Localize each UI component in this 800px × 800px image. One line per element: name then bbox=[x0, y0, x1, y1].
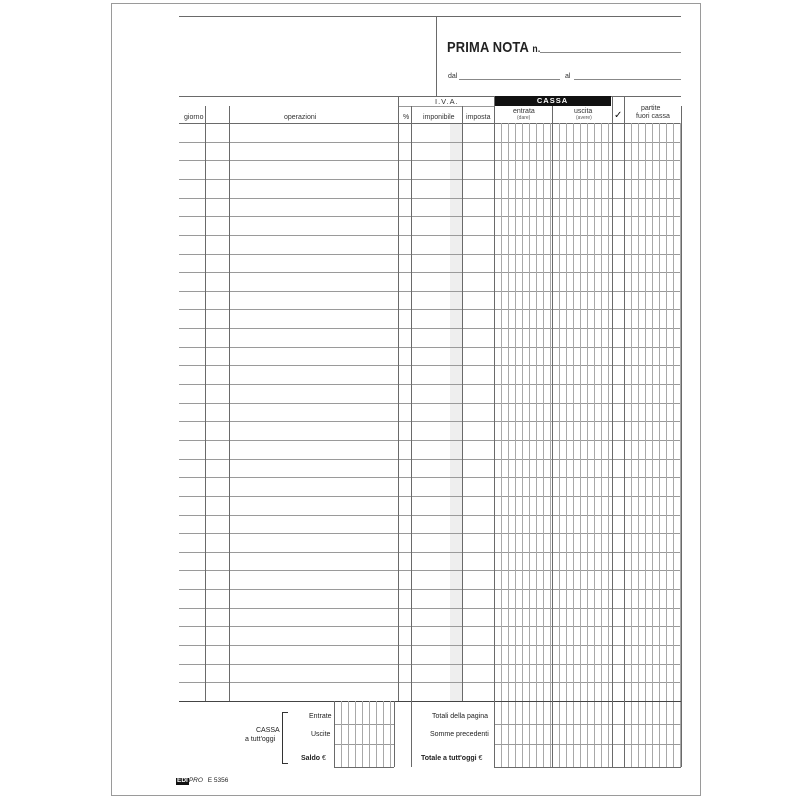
footer-digit-line bbox=[376, 701, 377, 767]
cassa-summary-label: CASSA bbox=[256, 727, 280, 734]
col-operazioni-header: operazioni bbox=[284, 114, 317, 121]
ledger-row-line bbox=[179, 328, 681, 329]
iva-group-rule bbox=[398, 106, 494, 107]
saldo-currency: € bbox=[322, 755, 326, 762]
to-date-field[interactable] bbox=[574, 79, 681, 80]
footer-column-line bbox=[552, 701, 553, 767]
digit-column-line bbox=[673, 123, 674, 767]
footer-digit-line bbox=[383, 701, 384, 767]
digit-column-line bbox=[652, 123, 653, 767]
footer-digit-line bbox=[348, 701, 349, 767]
ledger-row-line bbox=[179, 365, 681, 366]
ledger-column-line bbox=[205, 106, 206, 701]
footer-bottom-rule bbox=[334, 767, 394, 768]
footer-top-rule bbox=[179, 701, 681, 702]
ledger-column-line bbox=[612, 96, 613, 106]
title-text: PRIMA NOTA bbox=[447, 39, 529, 56]
footer-bottom-rule bbox=[494, 767, 681, 768]
ledger-row-line bbox=[179, 682, 681, 683]
totale-oggi-text: Totale a tutt'oggi bbox=[421, 755, 477, 762]
footer-digit-line bbox=[369, 701, 370, 767]
footer-column-line bbox=[612, 701, 613, 767]
brand-mark bbox=[176, 778, 228, 785]
ledger-column-line bbox=[398, 96, 399, 106]
ledger-row-line bbox=[179, 477, 681, 478]
ledger-row-line bbox=[179, 272, 681, 273]
ledger-right-border bbox=[681, 106, 682, 767]
ledger-row-line bbox=[179, 589, 681, 590]
footer-digit-line bbox=[355, 701, 356, 767]
col-uscita-header: uscita bbox=[574, 108, 593, 115]
totale-oggi-label bbox=[421, 755, 482, 762]
cassa-summary-sublabel: a tutt'oggi bbox=[245, 736, 276, 743]
number-field-line[interactable] bbox=[540, 52, 681, 53]
cassa-group-header: CASSA bbox=[494, 96, 611, 106]
ledger-row-line bbox=[179, 533, 681, 534]
ledger-column-line bbox=[494, 96, 495, 106]
digit-column-line bbox=[573, 123, 574, 767]
ledger-column-line bbox=[411, 106, 412, 701]
ledger-row-line bbox=[179, 403, 681, 404]
cassa-brace bbox=[282, 712, 288, 764]
totale-oggi-currency: € bbox=[478, 755, 483, 762]
ledger-row-line bbox=[179, 570, 681, 571]
header-bottom-rule bbox=[179, 123, 681, 124]
footer-digit-line bbox=[390, 701, 391, 767]
col-giorno-header: giorno bbox=[184, 114, 204, 121]
digit-column-line bbox=[666, 123, 667, 767]
ledger-row-line bbox=[179, 142, 681, 143]
check-icon: ✓ bbox=[614, 110, 623, 121]
ledger-column-line bbox=[494, 106, 495, 701]
ledger-row-line bbox=[179, 626, 681, 627]
from-date-field[interactable] bbox=[459, 79, 560, 80]
title-suffix: n. bbox=[532, 44, 541, 55]
totali-pagina-label: Totali della pagina bbox=[432, 713, 489, 720]
digit-column-line bbox=[543, 123, 544, 767]
ledger-row-line bbox=[179, 515, 681, 516]
ledger-row-line bbox=[179, 459, 681, 460]
to-date-label: al bbox=[565, 73, 571, 80]
ledger-row-line bbox=[179, 440, 681, 441]
digit-column-line bbox=[659, 123, 660, 767]
ledger-row-line bbox=[179, 179, 681, 180]
digit-column-line bbox=[587, 123, 588, 767]
ledger-row-line bbox=[179, 645, 681, 646]
brand-logo: EDI bbox=[177, 777, 188, 784]
ledger-row-line bbox=[179, 608, 681, 609]
digit-column-line bbox=[559, 123, 560, 767]
footer-column-line bbox=[494, 701, 495, 767]
somme-precedenti-label: Somme precedenti bbox=[430, 731, 489, 738]
digit-column-line bbox=[608, 123, 609, 767]
saldo-label bbox=[301, 755, 326, 762]
ledger-row-line bbox=[179, 309, 681, 310]
from-date-label: dal bbox=[448, 73, 458, 80]
ledger-row-line bbox=[179, 160, 681, 161]
col-entrata-sub: (dare) bbox=[517, 115, 531, 121]
iva-group-header: I.V.A. bbox=[435, 97, 459, 106]
saldo-text: Saldo bbox=[301, 755, 321, 762]
col-entrata-header: entrata bbox=[513, 108, 535, 115]
ledger-column-line bbox=[462, 106, 463, 701]
footer-row-line bbox=[334, 724, 394, 725]
digit-column-line bbox=[566, 123, 567, 767]
ledger-row-line bbox=[179, 198, 681, 199]
col-fuori-cassa-header: fuori cassa bbox=[636, 113, 670, 120]
col-partite-header: partite bbox=[641, 105, 661, 112]
ledger-row-line bbox=[179, 664, 681, 665]
ledger-column-line bbox=[398, 106, 399, 701]
ledger-row-line bbox=[179, 496, 681, 497]
ledger-row-line bbox=[179, 552, 681, 553]
ledger-column-line bbox=[612, 106, 613, 701]
ledger-row-line bbox=[179, 216, 681, 217]
digit-column-line bbox=[601, 123, 602, 767]
brand-logo-suffix: PRO bbox=[188, 777, 203, 784]
ledger-row-line bbox=[179, 384, 681, 385]
col-imposta-header: imposta bbox=[466, 114, 491, 121]
digit-column-line bbox=[508, 123, 509, 767]
digit-column-line bbox=[580, 123, 581, 767]
footer-row-line bbox=[334, 744, 394, 745]
digit-column-line bbox=[501, 123, 502, 767]
digit-column-line bbox=[522, 123, 523, 767]
footer-column-line bbox=[624, 701, 625, 767]
imposta-shade-column bbox=[450, 123, 462, 701]
ledger-row-line bbox=[179, 254, 681, 255]
uscite-label: Uscite bbox=[311, 731, 331, 738]
digit-column-line bbox=[631, 123, 632, 767]
header-top-rule bbox=[179, 16, 681, 17]
ledger-column-line bbox=[624, 96, 625, 106]
entrate-label: Entrate bbox=[309, 713, 332, 720]
ledger-row-line bbox=[179, 235, 681, 236]
ledger-column-line bbox=[552, 106, 553, 701]
digit-column-line bbox=[645, 123, 646, 767]
digit-column-line bbox=[550, 123, 551, 767]
ledger-row-line bbox=[179, 291, 681, 292]
col-percent-header: % bbox=[403, 114, 410, 121]
footer-digit-line bbox=[362, 701, 363, 767]
digit-column-line bbox=[515, 123, 516, 767]
footer-digit-line bbox=[341, 701, 342, 767]
footer-row-line bbox=[494, 744, 681, 745]
ledger-row-line bbox=[179, 421, 681, 422]
footer-row-line bbox=[494, 724, 681, 725]
header-divider bbox=[436, 16, 437, 96]
col-uscita-sub: (avere) bbox=[576, 115, 592, 121]
page-title bbox=[447, 39, 540, 56]
footer-column-line bbox=[411, 701, 412, 767]
ledger-row-line bbox=[179, 347, 681, 348]
col-imponibile-header: imponibile bbox=[423, 114, 455, 121]
digit-column-line bbox=[529, 123, 530, 767]
ledger-column-line bbox=[624, 106, 625, 701]
digit-column-line bbox=[536, 123, 537, 767]
product-code: E 5356 bbox=[207, 777, 229, 784]
footer-column-line bbox=[334, 701, 335, 767]
digit-column-line bbox=[594, 123, 595, 767]
digit-column-line bbox=[638, 123, 639, 767]
ledger-column-line bbox=[229, 106, 230, 701]
footer-column-line bbox=[394, 701, 395, 767]
